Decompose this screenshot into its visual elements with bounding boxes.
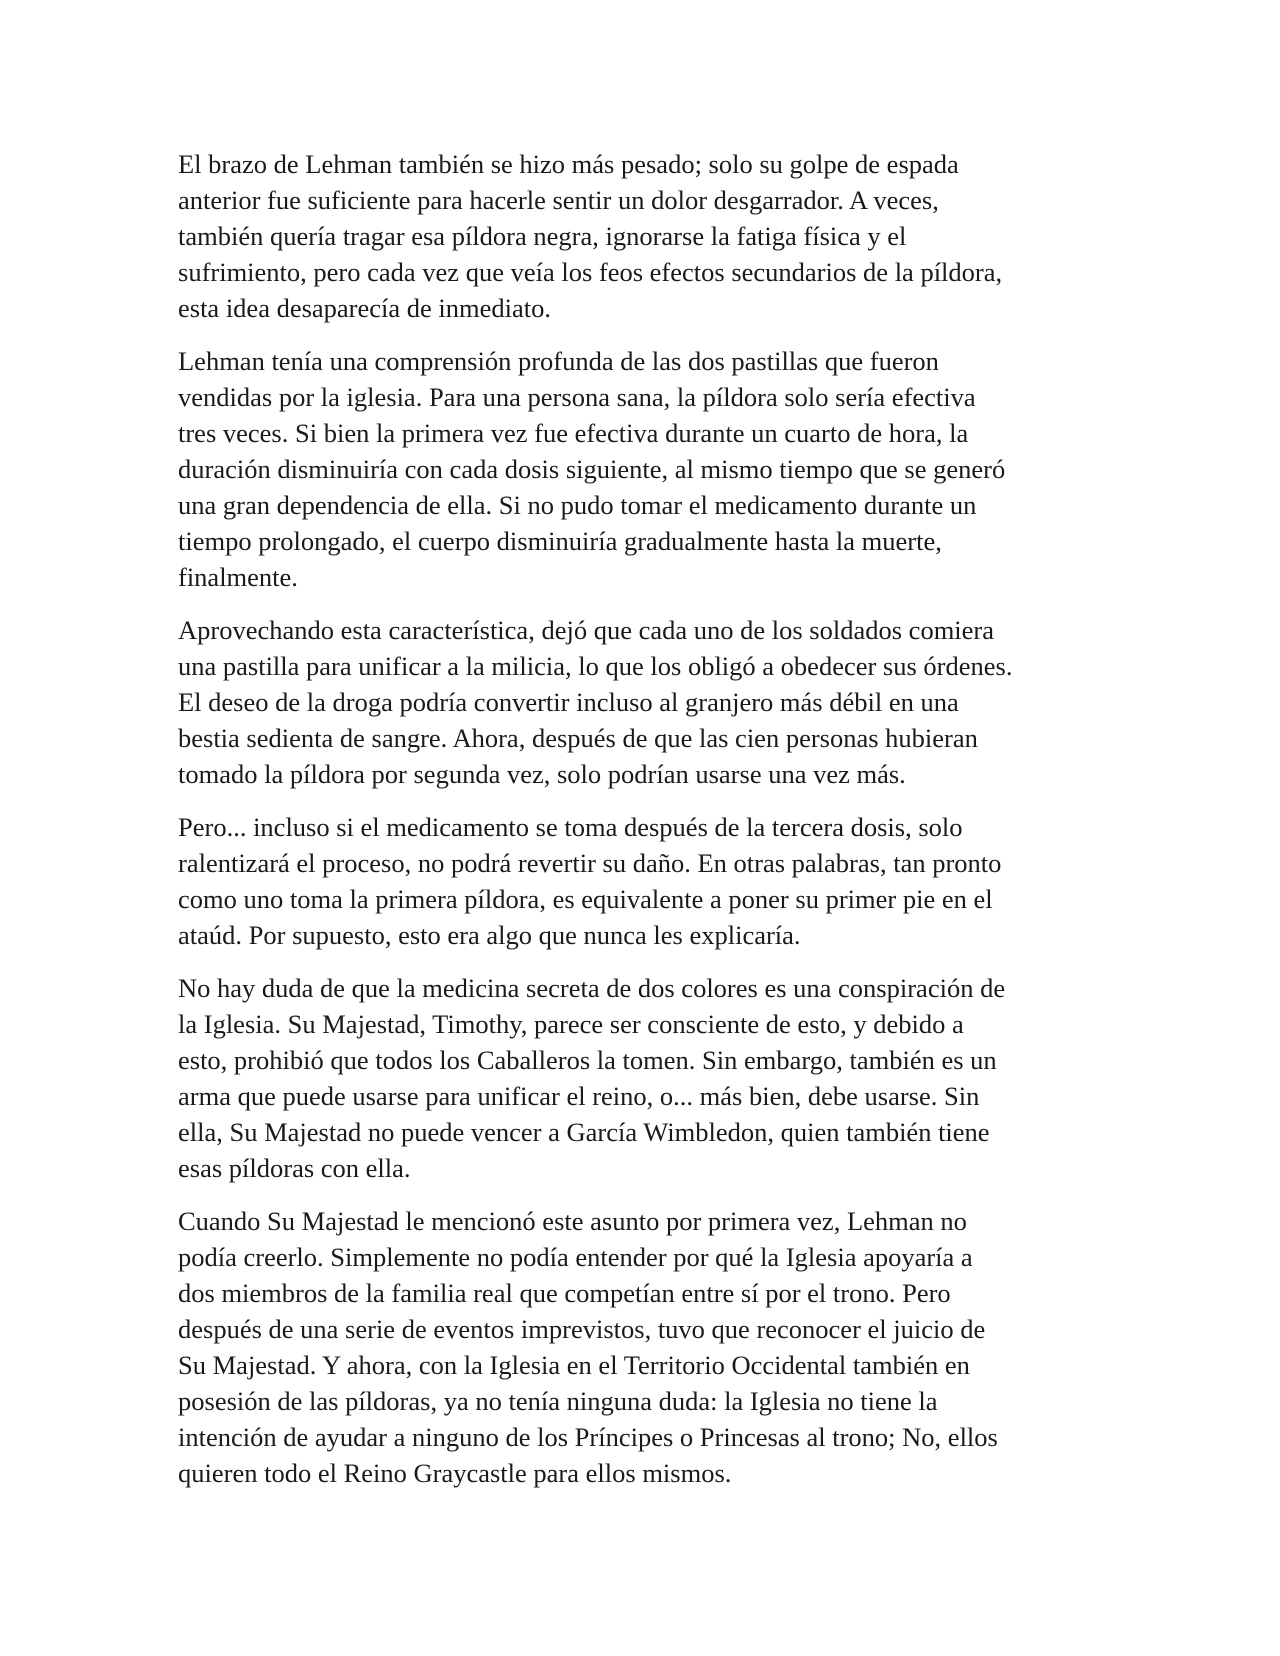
text-line: No hay duda de que la medicina secreta de dos colores es una conspiración de — [178, 973, 1006, 1003]
text-line: quieren todo el Reino Graycastle para ellos mismos. — [178, 1458, 732, 1488]
text-line: posesión de las píldoras, ya no tenía ninguna duda: la Iglesia no tiene la — [178, 1386, 938, 1416]
paragraph-3 — [178, 612, 1108, 792]
text-line: también quería tragar esa píldora negra, ignorarse la fatiga física y el — [178, 221, 907, 251]
text-line: intención de ayudar a ninguno de los Príncipes o Princesas al trono; No, ellos — [178, 1422, 998, 1452]
text-line: una pastilla para unificar a la milicia, lo que los obligó a obedecer sus órdenes. — [178, 651, 1013, 681]
text-line: finalmente. — [178, 562, 298, 592]
text-line: vendidas por la iglesia. Para una persona sana, la píldora solo sería efectiva — [178, 382, 976, 412]
text-line: una gran dependencia de ella. Si no pudo tomar el medicamento durante un — [178, 490, 977, 520]
text-line: Aprovechando esta característica, dejó que cada uno de los soldados comiera — [178, 615, 995, 645]
text-line: sufrimiento, pero cada vez que veía los feos efectos secundarios de la píldora, — [178, 257, 1003, 287]
text-line: bestia sedienta de sangre. Ahora, después de que las cien personas hubieran — [178, 723, 978, 753]
text-line: como uno toma la primera píldora, es equivalente a poner su primer pie en el — [178, 884, 993, 914]
text-line: esas píldoras con ella. — [178, 1153, 411, 1183]
paragraph-6 — [178, 1203, 1108, 1491]
text-line: dos miembros de la familia real que competían entre sí por el trono. Pero — [178, 1278, 951, 1308]
text-line: Lehman tenía una comprensión profunda de las dos pastillas que fueron — [178, 346, 939, 376]
text-line: Su Majestad. Y ahora, con la Iglesia en el Territorio Occidental también en — [178, 1350, 970, 1380]
text-line: ataúd. Por supuesto, esto era algo que nunca les explicaría. — [178, 920, 801, 950]
text-line: tiempo prolongado, el cuerpo disminuiría gradualmente hasta la muerte, — [178, 526, 942, 556]
text-line: después de una serie de eventos imprevistos, tuvo que reconocer el juicio de — [178, 1314, 986, 1344]
text-line: Cuando Su Majestad le mencionó este asunto por primera vez, Lehman no — [178, 1206, 967, 1236]
text-line: esta idea desaparecía de inmediato. — [178, 293, 552, 323]
text-line: podía creerlo. Simplemente no podía entender por qué la Iglesia apoyaría a — [178, 1242, 973, 1272]
document-page — [178, 146, 1108, 1508]
paragraph-4 — [178, 809, 1108, 953]
paragraph-2 — [178, 343, 1108, 595]
text-line: esto, prohibió que todos los Caballeros la tomen. Sin embargo, también es un — [178, 1045, 997, 1075]
text-line: arma que puede usarse para unificar el reino, o... más bien, debe usarse. Sin — [178, 1081, 980, 1111]
text-line: Pero... incluso si el medicamento se toma después de la tercera dosis, solo — [178, 812, 963, 842]
text-line: El brazo de Lehman también se hizo más pesado; solo su golpe de espada — [178, 149, 959, 179]
text-line: duración disminuiría con cada dosis siguiente, al mismo tiempo que se generó — [178, 454, 1006, 484]
paragraph-5 — [178, 970, 1108, 1186]
text-line: ralentizará el proceso, no podrá revertir su daño. En otras palabras, tan pronto — [178, 848, 1002, 878]
text-line: la Iglesia. Su Majestad, Timothy, parece ser consciente de esto, y debido a — [178, 1009, 964, 1039]
text-line: anterior fue suficiente para hacerle sentir un dolor desgarrador. A veces, — [178, 185, 939, 215]
paragraph-1 — [178, 146, 1108, 326]
text-line: tres veces. Si bien la primera vez fue efectiva durante un cuarto de hora, la — [178, 418, 969, 448]
text-line: tomado la píldora por segunda vez, solo podrían usarse una vez más. — [178, 759, 906, 789]
text-line: ella, Su Majestad no puede vencer a García Wimbledon, quien también tiene — [178, 1117, 990, 1147]
text-line: El deseo de la droga podría convertir incluso al granjero más débil en una — [178, 687, 959, 717]
